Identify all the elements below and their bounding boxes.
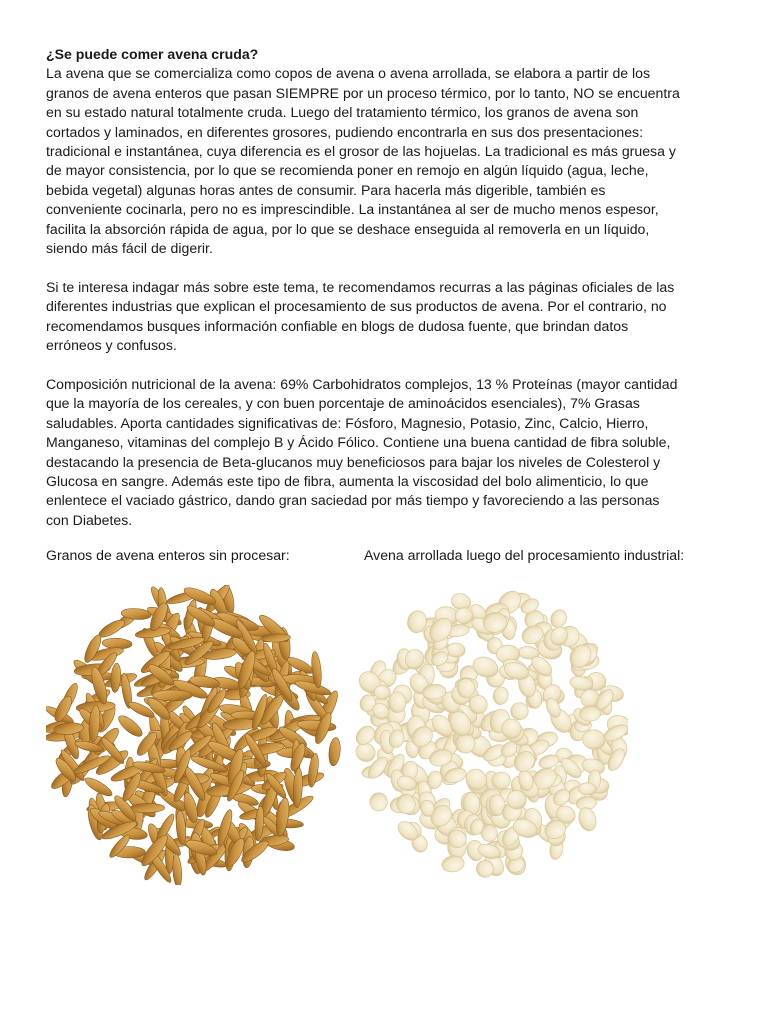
- rolled-oat-flakes-image: [353, 583, 628, 883]
- oat-grain: [110, 663, 122, 693]
- oat-grain: [172, 854, 183, 885]
- oat-grain: [97, 617, 127, 640]
- oat-flake: [457, 678, 475, 698]
- oat-flake: [353, 723, 378, 749]
- oat-grain: [328, 737, 342, 766]
- oat-grain: [116, 712, 146, 739]
- document-title: ¿Se puede comer avena cruda?: [46, 46, 259, 62]
- paragraph-nutrition: Composición nutricional de la avena: 69% Carbohidratos complejos, 13 % Proteínas (mayor cantidad que la mayoría de los cereales, y con buen porcentaje de aminoácidos esenciales), 7% Grasas saludables. Aporta cantidades significativas de: Fósforo, Magnesio, Potasio, Zinc, Calcio, Hierro, Manganeso, vitaminas del complejo B y Ácido Fólico. Contiene una buena cantidad de fibra soluble, destacando la presencia de Beta-glucanos muy beneficiosos para bajar los niveles de Colesterol y Glucosa en sangre. Además este tipo de fibra, aumenta la viscosidad del bolo alimenticio, lo que enlentece el vaciado gástrico, dando gran saciedad por más tiempo y favoreciendo a las personas con Diabetes.: [46, 375, 678, 528]
- oat-flake: [576, 806, 599, 833]
- caption-rolled-oats: Avena arrollada luego del procesamiento industrial:: [364, 547, 685, 563]
- oat-grain: [153, 690, 193, 701]
- oat-flake: [370, 793, 388, 812]
- oat-flake: [388, 692, 406, 713]
- document-body: [46, 45, 726, 530]
- paragraph-recommendation: Si te interesa indagar más sobre este tema, te recomendamos recurras a las páginas oficiales de las diferentes industrias que explican el procesamiento de sus productos de avena. Por el contrario, no recomendamos busques información confiable en blogs de dudosa fuente, que brindan datos erróneos y confusos.: [46, 278, 675, 354]
- oat-flake: [511, 703, 529, 720]
- paragraph-spacer: [46, 355, 726, 374]
- oat-flake: [492, 686, 509, 706]
- paragraph-spacer: [46, 258, 726, 277]
- whole-oat-grains-image: [46, 585, 346, 885]
- caption-whole-grains: Granos de avena enteros sin procesar:: [46, 547, 290, 563]
- paragraph-processing: La avena que se comercializa como copos de avena o avena arrollada, se elabora a partir de los granos de avena enteros que pasan SIEMPRE por un proceso térmico, por lo tanto, NO se encuentra en su estado natural totalmente cruda. Luego del tratamiento térmico, los granos de avena son cortados y laminados, en diferentes grosores, pudiendo encontrarla en sus dos presentaciones: tradicional e instantánea, cuya diferencia es el grosor de las hojuelas. La tradicional es más gruesa y de mayor consistencia, por lo que se recomienda poner en remojo en algún líquido (agua, leche, bebida vegetal) algunas horas antes de consumir. Para hacerla más digerible, también es conveniente cocinarla, pero no es imprescindible. La instantánea al ser de mucho menos espesor, facilita la absorción rápida de agua, por lo que se deshace enseguida al removerla en un líquido, siendo más fácil de digerir.: [46, 65, 680, 257]
